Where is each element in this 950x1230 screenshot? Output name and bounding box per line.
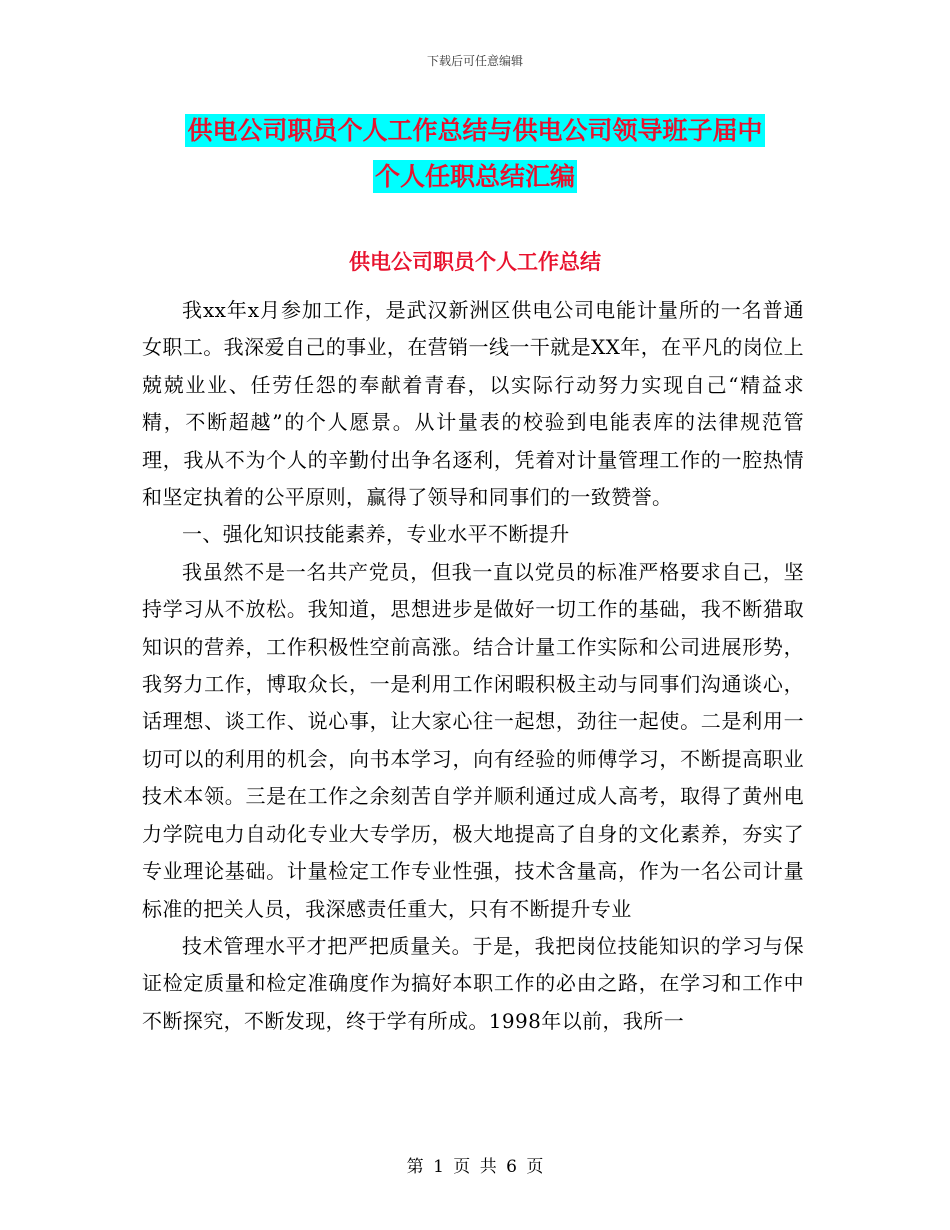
- document-body: [142, 292, 804, 1040]
- header-note: 下载后可任意编辑: [426, 54, 523, 68]
- section-title: 供电公司职员个人工作总结: [349, 250, 601, 274]
- document-title-line-2: 个人任职总结汇编: [374, 162, 575, 191]
- page-number: 第 1 页 共 6 页: [406, 1157, 544, 1177]
- paragraph: 技术管理水平才把严把质量关。于是，我把岗位技能知识的学习与保证检定质量和检定准确度作为搞好本职工作的必由之路，在学习和工作中不断探究，不断发现，终于学有所成。1998年以前，我所一: [142, 933, 804, 1033]
- document-title-line-1: 供电公司职员个人工作总结与供电公司领导班子届中: [187, 116, 763, 145]
- document-title: [0, 108, 950, 200]
- subheading: 一、强化知识技能素养，专业水平不断提升: [182, 522, 570, 547]
- paragraph: 我xx年x月参加工作，是武汉新洲区供电公司电能计量所的一名普通女职工。我深爱自己的事业，在营销一线一干就是XX年，在平凡的岗位上兢兢业业、任劳任怨的奉献着青春，以实际行动努力实现自己“精益求精，不断超越”的个人愿景。从计量表的校验到电能表库的法律规范管理，我从不为个人的辛勤付出争名逐利，凭着对计量管理工作的一腔热情和坚定执着的公平原则，赢得了领导和同事们的一致赞誉。: [142, 298, 804, 510]
- paragraph: 我虽然不是一名共产党员，但我一直以党员的标准严格要求自己，坚持学习从不放松。我知道，思想进步是做好一切工作的基础，我不断猎取知识的营养，工作积极性空前高涨。结合计量工作实际和公司进展形势，我努力工作，博取众长，一是利用工作闲暇积极主动与同事们沟通谈心，话理想、谈工作、说心事，让大家心往一起想，劲往一起使。二是利用一切可以的利用的机会，向书本学习，向有经验的师傅学习，不断提高职业技术本领。三是在工作之余刻苦自学并顺利通过成人高考，取得了黄州电力学院电力自动化专业大专学历，极大地提高了自身的文化素养，夯实了专业理论基础。计量检定工作专业性强，技术含量高，作为一名公司计量标准的把关人员，我深感责任重大，只有不断提升专业: [142, 559, 804, 921]
